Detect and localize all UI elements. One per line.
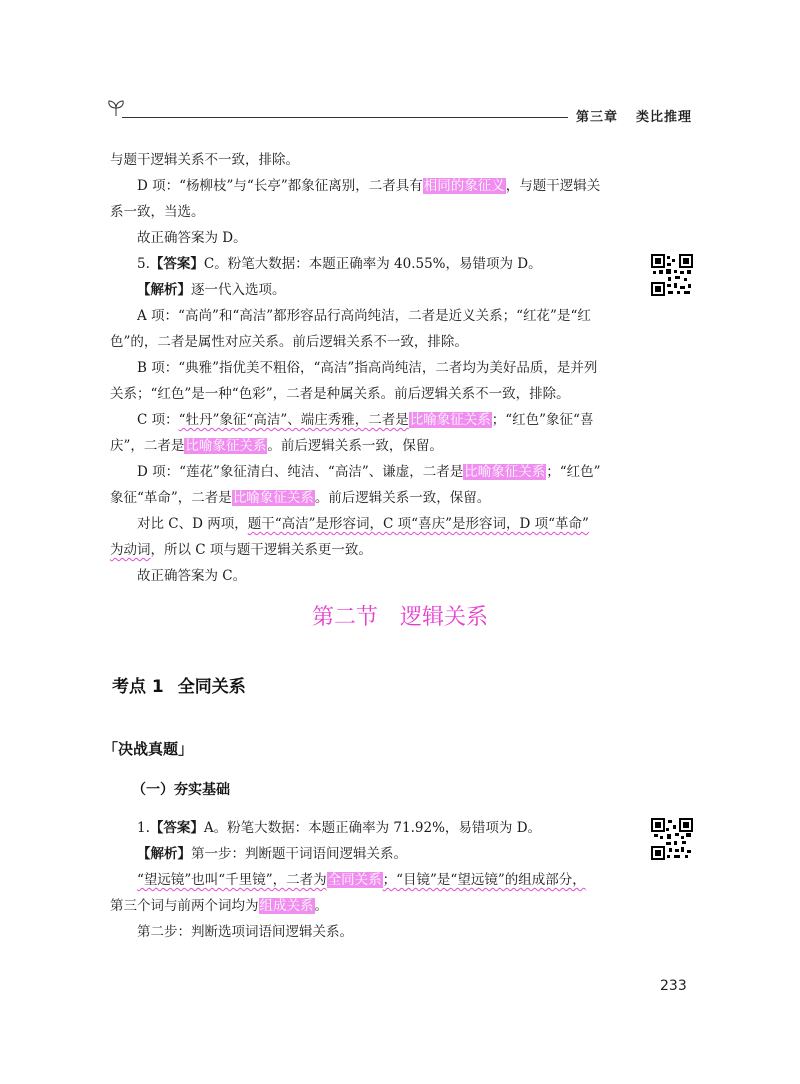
text-line: “望远镜”也叫“千里镜”，二者为全同关系；“目镜”是“望远镜”的组成部分， <box>137 872 586 888</box>
text-line: D 项：“杨柳枝”与“长亭”都象征离别，二者具有相同的象征义，与题干逻辑关 <box>137 178 601 194</box>
highlight: 相同的象征义 <box>423 178 505 194</box>
text-line: 为动词，所以 C 项与题干逻辑关系更一致。 <box>110 542 372 558</box>
text-line: 第二步：判断选项词语间逻辑关系。 <box>137 924 353 940</box>
section-title: 第二节 逻辑关系 <box>311 605 489 630</box>
text-line: 故正确答案为 D。 <box>137 230 247 246</box>
text-line: 对比 C、D 两项，题干“高洁”是形容词，C 项“喜庆”是形容词，D 项“革命” <box>137 516 589 532</box>
text-line: C 项：“牡丹”象征“高洁”、端庄秀雅，二者是比喻象征关系；“红色”象征“喜 <box>137 412 594 428</box>
text-line: 故正确答案为 C。 <box>137 568 247 584</box>
highlight: 比喻象征关系 <box>409 412 491 428</box>
text-line: 关系；“红色”是一种“色彩”，二者是种属关系。前后逻辑关系不一致，排除。 <box>110 386 570 402</box>
analysis-line: 【解析】逐一代入选项。 <box>137 282 286 298</box>
text-line: 第三个词与前两个词均为组成关系。 <box>110 898 328 914</box>
page-number: 233 <box>660 978 687 994</box>
qr-code-icon <box>650 817 694 861</box>
running-header <box>576 106 692 125</box>
text-line: 系一致，当选。 <box>110 204 205 220</box>
answer-line: 5.【答案】C。粉笔大数据：本题正确率为 40.55%，易错项为 D。 <box>137 256 542 272</box>
highlight: 全同关系 <box>327 872 382 888</box>
text-line: A 项：“高尚”和“高洁”都形容品行高尚纯洁，二者是近义关系；“红花”是“红 <box>137 308 591 324</box>
highlight: 比喻象征关系 <box>232 490 314 506</box>
analysis-line: 【解析】第一步：判断题干词语间逻辑关系。 <box>137 846 407 862</box>
kaodian-heading: 考点 1 全同关系 <box>112 677 246 697</box>
header-rule <box>122 117 568 118</box>
text-line: 象征“革命”，二者是比喻象征关系。前后逻辑关系一致，保留。 <box>110 490 491 506</box>
text-line: 与题干逻辑关系不一致，排除。 <box>110 152 299 168</box>
answer-line: 1.【答案】A。粉笔大数据：本题正确率为 71.92%，易错项为 D。 <box>137 820 542 836</box>
highlight: 比喻象征关系 <box>185 438 267 454</box>
subsection-heading: （一）夯实基础 <box>132 782 230 798</box>
juezhan-heading: 「决战真题」 <box>103 740 194 758</box>
chapter-number: 第三章 <box>576 110 619 125</box>
text-line: 庆”，二者是比喻象征关系。前后逻辑关系一致，保留。 <box>110 438 443 454</box>
qr-code-icon <box>650 253 694 297</box>
text-line: 色”的，二者是属性对应关系。前后逻辑关系不一致，排除。 <box>110 334 468 350</box>
highlight: 组成关系 <box>259 898 314 914</box>
text-line: B 项：“典雅”指优美不粗俗，“高洁”指高尚纯洁，二者均为美好品质，是并列 <box>137 360 598 376</box>
chapter-title: 类比推理 <box>636 110 693 125</box>
sprout-icon <box>106 98 126 118</box>
highlight: 比喻象征关系 <box>464 464 546 480</box>
text-line: D 项：“莲花”象征清白、纯洁、“高洁”、谦虚，二者是比喻象征关系；“红色” <box>137 464 601 480</box>
